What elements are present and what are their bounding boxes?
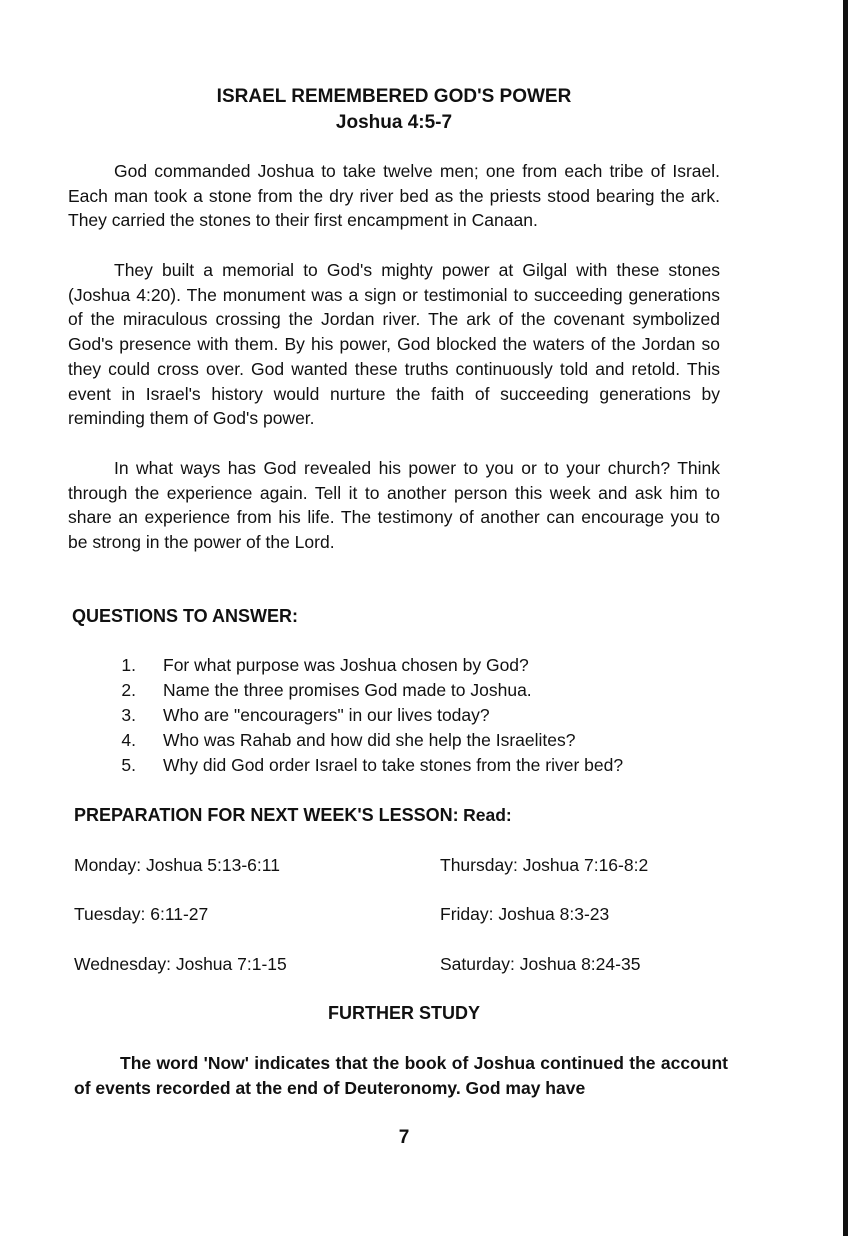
- reading-ref: Joshua 7:16-8:2: [522, 855, 649, 875]
- reading-ref: 6:11-27: [150, 904, 209, 924]
- reading-saturday: [440, 954, 640, 975]
- lesson-scripture: Joshua 4:5-7: [335, 112, 453, 133]
- question-number: 3.: [121, 705, 136, 725]
- reading-day: Monday:: [74, 855, 142, 875]
- further-study-heading: FURTHER STUDY: [328, 1003, 480, 1023]
- reading-day: Wednesday:: [74, 954, 171, 974]
- question-text: Who was Rahab and how did she help the Israelites?: [163, 730, 576, 750]
- question-text: Name the three promises God made to Joshua.: [163, 680, 532, 700]
- questions-heading: QUESTIONS TO ANSWER:: [72, 606, 299, 626]
- paragraph-text: They built a memorial to God's mighty power at Gilgal with these stones (Joshua 4:20). The monument was a sign or testimonial to succeeding generations of the miraculous crossing the Jordan river. The ark of the covenant symbolized God's presence with them. By his power, God blocked the waters of the Jordan so they could cross over. God wanted these truths continuously told and retold. This event in Israel's history would nurture the faith of succeeding generations by reminding them of God's power.: [68, 260, 720, 429]
- body-paragraph: [68, 456, 720, 555]
- reading-ref: Joshua 8:24-35: [519, 954, 641, 974]
- body-paragraph: [68, 258, 720, 431]
- paragraph-text: The word 'Now' indicates that the book of Joshua continued the account of events recorded at the end of Deuteronomy. God may have: [74, 1053, 728, 1098]
- reading-ref: Joshua 8:3-23: [498, 904, 610, 924]
- question-text: Who are "encouragers" in our lives today?: [163, 705, 490, 725]
- reading-day: Thursday:: [440, 855, 518, 875]
- page-number: 7: [398, 1127, 410, 1148]
- preparation-heading-line: [74, 805, 512, 826]
- reading-ref: Joshua 5:13-6:11: [146, 855, 280, 875]
- question-number: 4.: [121, 730, 136, 750]
- scan-edge-bar: [843, 0, 848, 1236]
- reading-day: Friday:: [440, 904, 494, 924]
- reading-thursday: [440, 855, 648, 876]
- paragraph-text: In what ways has God revealed his power to you or to your church? Think through the experience again. Tell it to another person this week and ask him to share an experience from his life. The testimony of another can encourage you to be strong in the power of the Lord.: [68, 458, 720, 553]
- further-study-paragraph: [74, 1051, 728, 1100]
- question-number: 5.: [121, 755, 136, 775]
- reading-wednesday: [74, 954, 287, 975]
- question-text: Why did God order Israel to take stones from the river bed?: [163, 755, 624, 775]
- paragraph-text: God commanded Joshua to take twelve men; one from each tribe of Israel. Each man took a stone from the dry river bed as the priests stood bearing the ark. They carried the stones to their first encampment in Canaan.: [68, 161, 720, 231]
- preparation-read-label: Read:: [463, 805, 512, 825]
- reading-friday: [440, 904, 609, 925]
- question-text: For what purpose was Joshua chosen by God?: [163, 655, 529, 675]
- preparation-heading: PREPARATION FOR NEXT WEEK'S LESSON:: [74, 805, 459, 825]
- question-number: 1.: [121, 655, 136, 675]
- reading-tuesday: [74, 904, 208, 925]
- reading-day: Saturday:: [440, 954, 515, 974]
- body-paragraph: [68, 159, 720, 233]
- lesson-title: ISRAEL REMEMBERED GOD'S POWER: [216, 86, 572, 107]
- reading-day: Tuesday:: [74, 904, 146, 924]
- reading-ref: Joshua 7:1-15: [175, 954, 287, 974]
- question-number: 2.: [121, 680, 136, 700]
- reading-monday: [74, 855, 280, 876]
